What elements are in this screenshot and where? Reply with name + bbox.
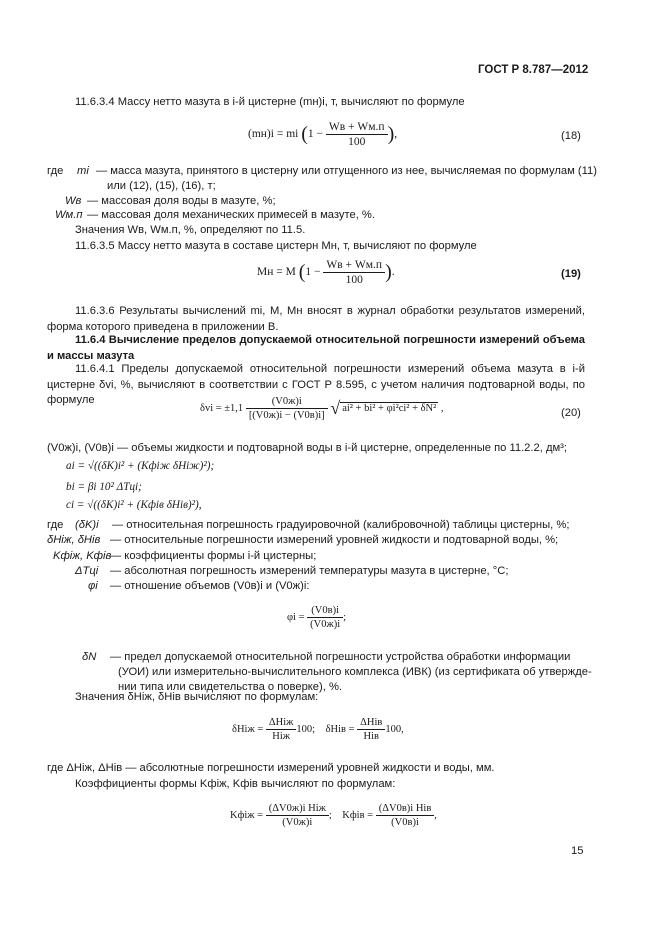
eq-k-b-denominator: (V0в)i [391,817,419,828]
eq-k-b-lhs: Kфiв = [342,809,374,821]
equation-19: Mн = M (1 − $\frac{Wв + Wм.п}{100}$ ). [257,259,395,286]
page-number: 15 [571,845,584,857]
where-2-phi-symbol: φi [88,580,98,592]
where-2-phi-text: — отношение объемов (V0в)i и (V0ж)i: [110,580,310,592]
eq-phi-tail: ; [343,611,347,623]
where-2-kf-symbol: Kфiж, Kфiв [53,550,112,562]
eq20-numerator: (V0ж)i [246,396,328,409]
equation-20-number: (20) [561,407,581,419]
where-2-volumes: (V0ж)i, (V0в)i — объемы жидкости и подтоварной воды в i-й цистерне, определенные по 11.2.2, дм³; [47,442,568,454]
eq20-lhs: δvi = ±1,1 [200,402,244,414]
paragraph-11-6-3-5: 11.6.3.5 Массу нетто мазута в составе цистерн Mн, т, вычисляют по формуле [75,240,477,252]
where-1-wmp-symbol: Wм.п [55,209,83,221]
eq-k-b-numerator: (ΔV0в)i Hiв [376,803,435,816]
equation-18-number: (18) [561,130,581,142]
where-1-wmp-text: — массовая доля механических примесей в мазуте, %. [87,209,375,221]
eq-dh-a-lhs: δHiж = [232,723,264,735]
equation-k [230,803,437,828]
values-wv-wmp: Значения Wв, Wм.п, %, определяют по 11.5. [75,224,306,236]
equation-18: (mн)i = mi (1 − $\frac{Wв + Wм.п}{100}$ ), [248,121,398,148]
eq19-denominator: 100 [345,274,363,286]
eq-k-a-denominator: (V0ж)i [282,817,313,828]
where-2-dk-symbol: (δK)i [75,519,99,531]
heading-11-6-4: 11.6.4 Вычисление пределов допускаемой относительной погрешности измерений объема и массы мазута [47,334,585,362]
where-1-mi-symbol: mi [77,165,89,177]
where-1-wv-text: — массовая доля воды в мазуте, %; [87,195,276,207]
where-2-dt-text: — абсолютная погрешность измерений температуры мазута в цистерне, °С; [110,565,509,577]
where-2-dh-symbol: δHiж, δHiв [47,534,101,546]
where-1-wv-symbol: Wв [65,195,82,207]
equation-dh [232,717,404,742]
coefficients-line: Коэффициенты формы Kфiж, Kфiв вычисляют по формулам: [75,778,396,790]
definition-b: bi = βi 10² ΔTцi; [66,481,142,493]
eq19-lhs: Mн = M [257,266,296,279]
where-1-mi-text-2: или (12), (15), (16), т; [107,180,216,192]
eq18-numerator: Wв + Wм.п [326,121,388,135]
equation-20: δvi = ±1,1 $\frac{(V0ж)i}{[(V0ж)i - (V0в)i]}$ √ ai² + bi² + φi²ci² + δN² , [200,396,444,421]
dn-line-3: нии типа или свидетельства о поверке), %. [118,681,343,693]
eq-phi-numerator: (V0в)i [307,605,343,618]
dn-symbol: δN [82,651,97,663]
definition-a: ai = √((δK)i² + (Kфiж δHiж)²); [66,460,215,472]
dn-line-2: (УОИ) или измерительно-вычислительного комплекса (ИВК) (из сертификата об утвержде- [118,666,592,678]
eq18-denominator: 100 [348,136,366,148]
paragraph-11-6-4-1: 11.6.4.1 Пределы допускаемой относительной погрешности измерений объема мазута в i-й цистерне δvi, %, вычисляют в соответствии с ГОСТ Р 8.595, с учетом наличия подтоварной воды, по формуле [47,363,585,406]
eq-dh-b-denominator: Hiв [363,731,379,742]
where-2-dt-symbol: ΔTцi [75,565,99,577]
eq20-radicand: ai² + bi² + φi²ci² + δN² [342,402,437,414]
dn-line-1: — предел допускаемой относительной погрешности устройства обработки информации [110,651,571,663]
paragraph-11-6-3-4: 11.6.3.4 Массу нетто мазута в i-й цистерне (mн)i, т, вычисляют по формуле [75,96,465,108]
where-2-kf-text: — коэффициенты формы i-й цистерны; [110,550,317,562]
where-2-gde: где [47,519,64,531]
where-1-gde: где [47,165,64,177]
eq20-denominator: [(V0ж)i − (V0в)i] [248,410,325,421]
paragraph-11-6-3-6: 11.6.3.6 Результаты вычислений mi, M, Mн вносят в журнал обработки результатов измерений, форма которого приведена в приложении В. [47,305,585,333]
eq-k-a-lhs: Kфiж = [230,809,264,821]
where-1-mi-text: — масса мазута, принятого в цистерну или отгущенного из нее, вычисляемая по формулам (11) [96,165,597,177]
equation-19-number: (19) [561,268,581,280]
eq-k-b-tail: , [434,809,437,821]
eq-dh-b-lhs: δHiв = [325,723,355,735]
eq-dh-b-tail: 100, [385,723,404,735]
eq-k-a-tail: ; [328,809,332,821]
equation-phi [287,605,346,630]
eq-dh-a-numerator: ΔHiж [266,717,297,730]
eq-phi-denominator: (V0ж)i [310,619,341,630]
eq-dh-b-numerator: ΔHiв [357,717,385,730]
eq-k-a-numerator: (ΔV0ж)i Hiж [266,803,329,816]
eq-dh-a-denominator: Hiж [272,731,291,742]
eq19-numerator: Wв + Wм.п [323,259,385,273]
where-3-text: где ΔHiж, ΔHiв — абсолютные погрешности измерений уровней жидкости и воды, мм. [47,762,495,774]
where-2-dh-text: — относительные погрешности измерений уровней жидкости и подтоварной воды, %; [110,534,559,546]
eq-dh-a-tail: 100; [296,723,316,735]
where-2-dk-text: — относительная погрешность градуировочной (калибровочной) таблицы цистерны, %; [112,519,570,531]
standard-header: ГОСТ Р 8.787—2012 [478,64,589,76]
eq18-lhs: (mн)i = mi [248,128,299,141]
definition-c: ci = √((δK)i² + (Kфiв δHiв)²), [66,499,202,511]
eq-phi-lhs: φi = [287,611,305,623]
values-dh-line: Значения δHiж, δHiв вычисляют по формулам: [75,691,319,703]
